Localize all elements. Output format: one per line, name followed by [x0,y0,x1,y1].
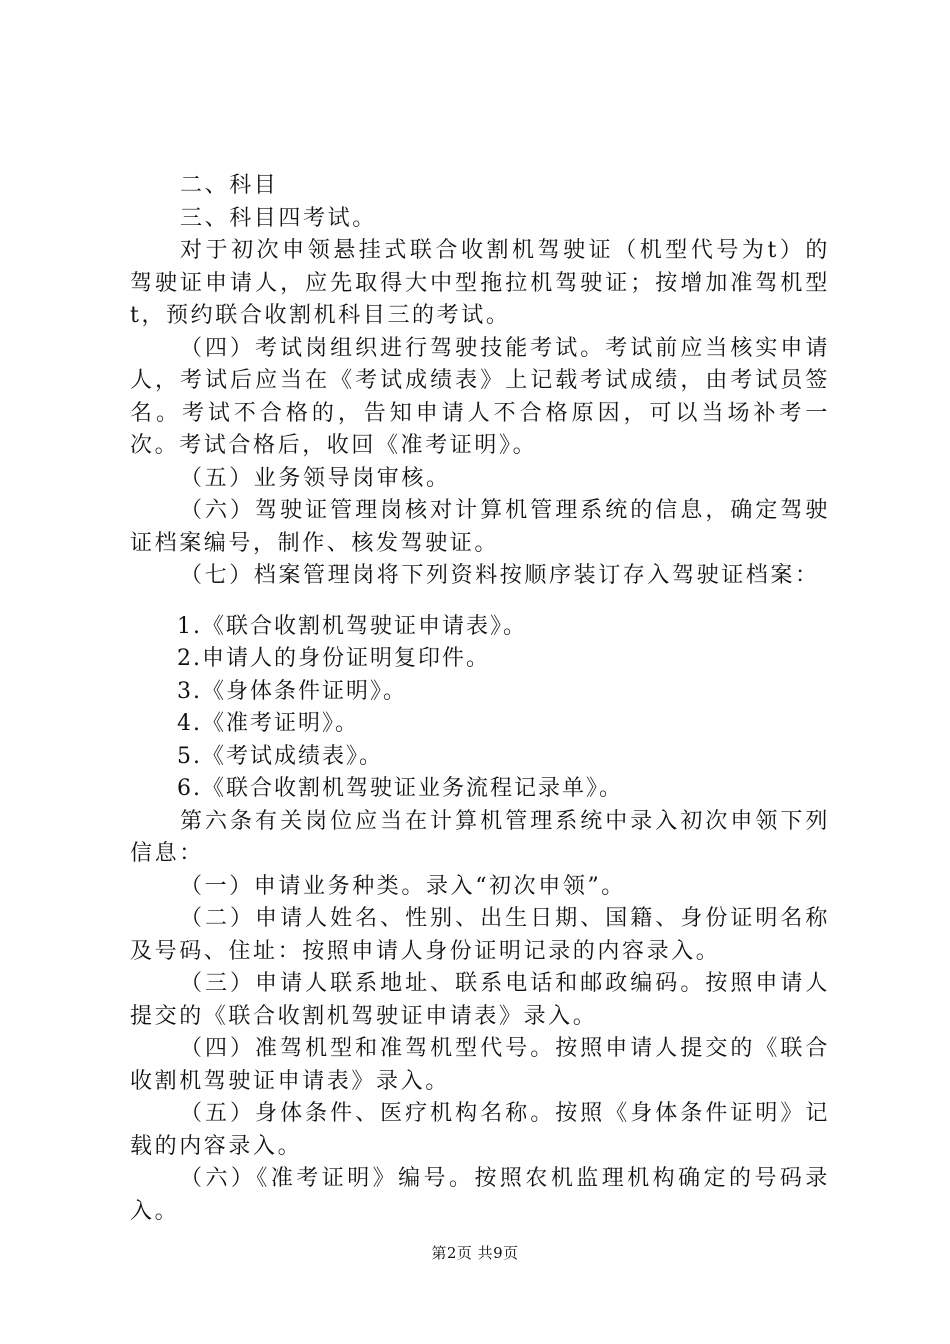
heading-subject-four: 三、科目四考试。 [180,205,377,231]
list-item: 6.《联合收割机驾驶证业务流程记录单》。 [177,776,623,801]
list-item: 3.《身体条件证明》。 [177,678,407,704]
article-item-admission-number: （六）《准考证明》编号。按照农机监理机构确定的号码录入。 [130,1166,830,1224]
article-item-permitted-type: （四）准驾机型和准驾机型代号。按照申请人提交的《联合收割机驾驶证申请表》录入。 [130,1036,830,1094]
paragraph-leader-review: （五）业务领导岗审核。 [180,465,451,491]
heading-subjects: 二、科目 [180,173,279,198]
list-item: 4.《准考证明》。 [177,711,359,736]
list-item: 1.《联合收割机驾驶证申请表》。 [177,613,527,639]
paragraph-exam-organize: （四）考试岗组织进行驾驶技能考试。考试前应当核实申请人，考试后应当在《考试成绩表》上记载考试成绩，由考试员签名。考试不合格的，告知申请人不合格原因，可以当场补考一次。考试合格后，收回《准考证明》。 [130,335,830,458]
document-body [130,170,830,1228]
paragraph-license-management: （六）驾驶证管理岗核对计算机管理系统的信息，确定驾驶证档案编号，制作、核发驾驶证。 [130,498,830,556]
article-item-physical-condition: （五）身体条件、医疗机构名称。按照《身体条件证明》记载的内容录入。 [130,1101,830,1159]
paragraph-archive-management: （七）档案管理岗将下列资料按顺序装订存入驾驶证档案： [180,563,820,588]
list-item: 2.申请人的身份证明复印件。 [177,646,490,671]
page-number-footer: 第2页 共9页 [431,1244,519,1262]
archive-material-list [130,611,830,806]
article-item-contact-info: （三）申请人联系地址、联系电话和邮政编码。按照申请人提交的《联合收割机驾驶证申请表》录入。 [130,971,830,1029]
article-item-business-type: （一）申请业务种类。录入“初次申领”。 [180,873,626,899]
paragraph-combine-license: 对于初次申领悬挂式联合收割机驾驶证（机型代号为t）的驾驶证申请人，应先取得大中型拖拉机驾驶证；按增加准驾机型t，预约联合收割机科目三的考试。 [130,238,830,328]
article-item-applicant-identity: （二）申请人姓名、性别、出生日期、国籍、身份证明名称及号码、住址：按照申请人身份证明记录的内容录入。 [130,906,830,964]
list-item: 5.《考试成绩表》。 [177,743,383,769]
article-six: 第六条有关岗位应当在计算机管理系统中录入初次申领下列信息： [130,808,830,866]
